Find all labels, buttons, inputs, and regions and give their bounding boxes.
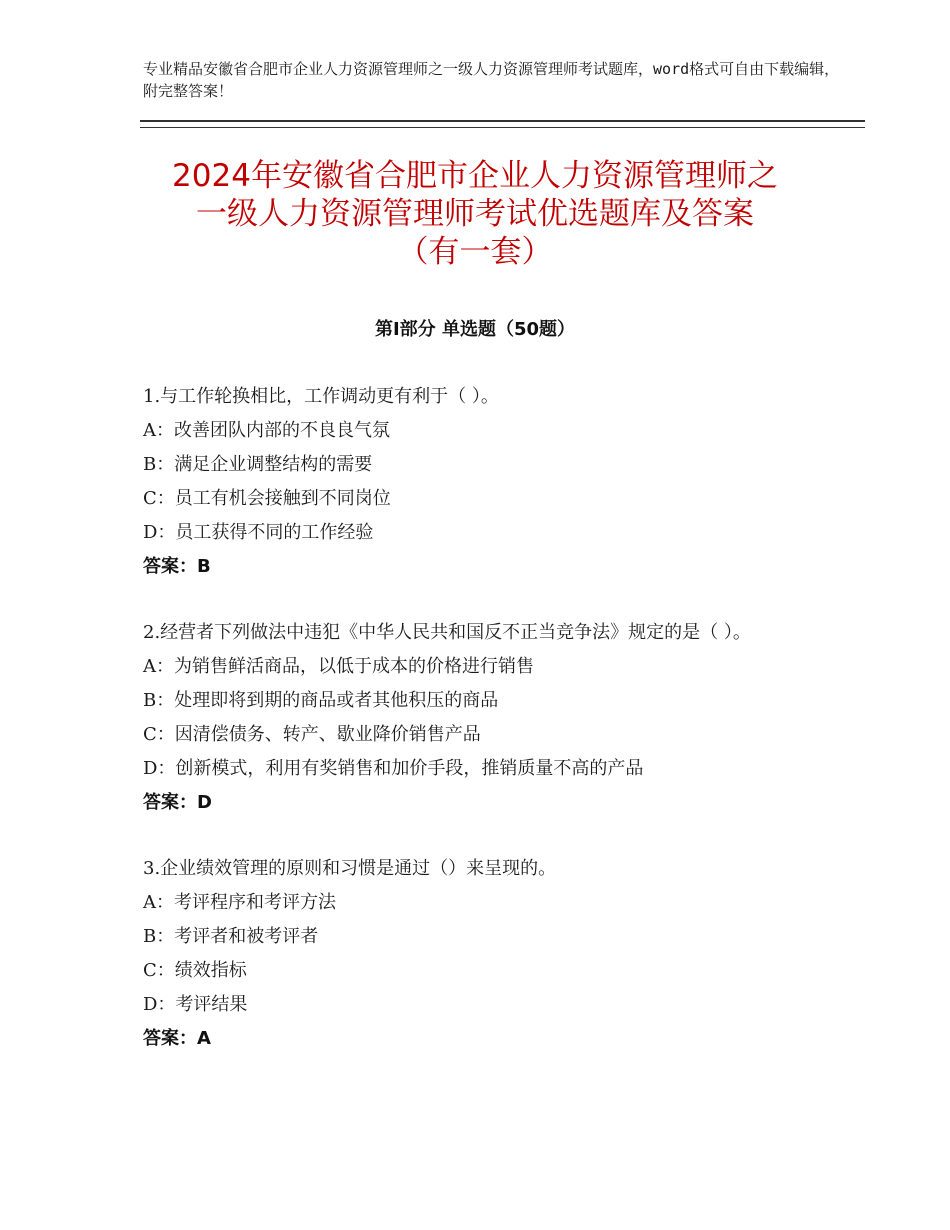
option-c: C：员工有机会接触到不同岗位 [143,488,391,509]
question-3 [143,852,833,1056]
option-b: B：处理即将到期的商品或者其他积压的商品 [143,690,499,711]
question-stem: 3.企业绩效管理的原则和习惯是通过（）来呈现的。 [143,858,557,879]
option-d: D：员工获得不同的工作经验 [143,522,374,543]
question-1 [143,380,833,584]
answer: 答案：B [143,556,211,577]
option-d: D：创新模式，利用有奖销售和加价手段，推销质量不高的产品 [143,758,644,779]
question-list [143,380,833,1088]
option-a: A：改善团队内部的不良良气氛 [143,420,390,441]
question-2 [143,616,833,820]
option-b: B：满足企业调整结构的需要 [143,454,373,475]
title-line-2: 一级人力资源管理师考试优选题库及答案 [196,196,754,232]
option-b: B：考评者和被考评者 [143,926,319,947]
option-c: C：因清偿债务、转产、歇业降价销售产品 [143,724,481,745]
question-stem: 2.经营者下列做法中违犯《中华人民共和国反不正当竞争法》规定的是（ ）。 [143,622,751,643]
title-line-3: （有一套） [397,234,553,270]
option-c: C：绩效指标 [143,960,247,981]
header-note: 专业精品安徽省合肥市企业人力资源管理师之一级人力资源管理师考试题库，word格式可自由下载编辑，附完整答案！ [143,60,840,100]
title-line-1: 2024年安徽省合肥市企业人力资源管理师之 [172,158,778,194]
option-a: A：为销售鲜活商品，以低于成本的价格进行销售 [143,656,534,677]
page-title [120,157,830,271]
answer: 答案：D [143,792,212,813]
header-divider [140,120,865,128]
option-a: A：考评程序和考评方法 [143,892,336,913]
question-stem: 1.与工作轮换相比，工作调动更有利于（ ）。 [143,386,499,407]
section-title: 第Ⅰ部分 单选题（50题） [374,319,575,340]
option-d: D：考评结果 [143,994,248,1015]
answer: 答案：A [143,1028,211,1049]
